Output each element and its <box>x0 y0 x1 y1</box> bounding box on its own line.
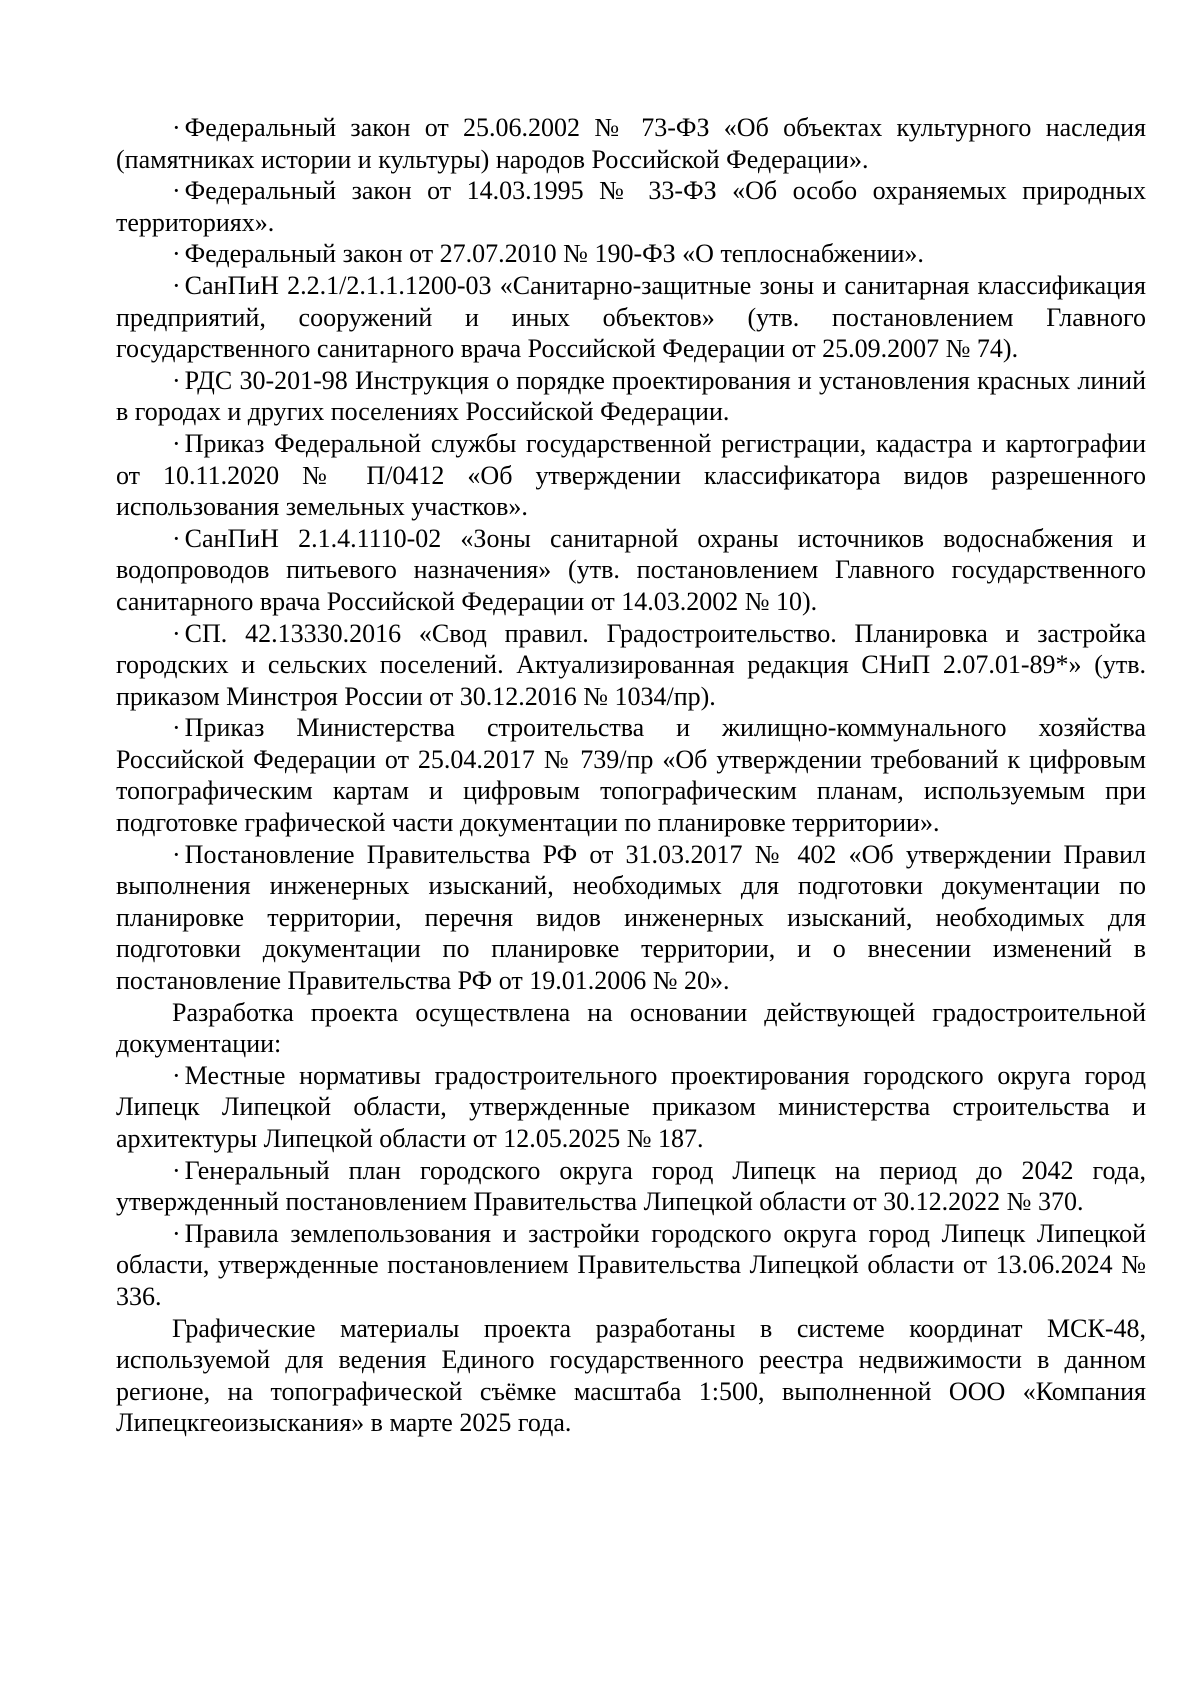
regulation-item <box>116 428 1146 523</box>
regulation-item <box>116 1060 1146 1155</box>
paragraph-text: Федеральный закон от 27.07.2010 № 190-ФЗ «О теплоснабжении». <box>184 239 924 269</box>
paragraph-text: РДС 30-201-98 Инструкция о порядке проектирования и установления красных линий в городах и других поселениях Российской Федерации. <box>116 365 1146 427</box>
regulation-item <box>116 839 1146 997</box>
paragraph-text: Федеральный закон от 25.06.2002 № 73-ФЗ «Об объектах культурного наследия (памятниках истории и культуры) народов Российской Федерации». <box>116 113 1146 174</box>
bullet-marker: · <box>172 1155 181 1185</box>
closing-paragraph <box>116 1313 1146 1439</box>
paragraph-text: Приказ Федеральной службы государственной регистрации, кадастра и картографии от 10.11.2020 № П/0412 «Об утверждении классификатора видов разрешенного использования земельных участков». <box>116 428 1146 522</box>
regulation-item <box>116 365 1146 428</box>
bullet-marker: · <box>172 176 181 206</box>
intro-paragraph <box>116 997 1146 1060</box>
bullet-marker: · <box>172 523 181 553</box>
regulation-item <box>116 1155 1146 1218</box>
bullet-marker: · <box>172 618 181 648</box>
bullet-marker: · <box>172 113 181 142</box>
paragraph-text: Генеральный план городского округа город Липецк на период до 2042 года, утвержденный постановлением Правительства Липецкой области от 30.12.2022 № 370. <box>116 1155 1146 1217</box>
bullet-marker: · <box>172 365 181 395</box>
regulation-item <box>116 523 1146 618</box>
paragraph-text: СанПиН 2.2.1/2.1.1.1200-03 «Санитарно-защитные зоны и санитарная классификация предприятий, сооружений и иных объектов» (утв. постановлением Главного государственного санитарного врача Российской Федерации от 25.09.2007 № 74). <box>116 270 1146 364</box>
bullet-marker: · <box>172 270 181 300</box>
bullet-marker: · <box>172 839 181 869</box>
paragraph-text: Постановление Правительства РФ от 31.03.2017 № 402 «Об утверждении Правил выполнения инженерных изысканий, необходимых для подготовки документации по планировке территории, перечня видов инженерных изысканий, необходимых для подготовки документации по планировке территории, и о внесении изменений в постановление Правительства РФ от 19.01.2006 № 20». <box>116 839 1146 996</box>
regulation-item <box>116 618 1146 713</box>
regulation-item <box>116 712 1146 838</box>
bullet-marker: · <box>172 428 181 458</box>
bullet-marker: · <box>172 713 181 743</box>
paragraph-text: Графические материалы проекта разработаны в системе координат МСК-48, используемой для ведения Единого государственного реестра недвижимости в данном регионе, на топографической съёмке масштаба 1:500, выполненной ООО «Компания Липецкгеоизыскания» в марте 2025 года. <box>116 1313 1146 1438</box>
paragraph-text: Правила землепользования и застройки городского округа город Липецк Липецкой области, утвержденные постановлением Правительства Липецкой области от 13.06.2024 № 336. <box>116 1218 1146 1311</box>
paragraph-text: СанПиН 2.1.4.1110-02 «Зоны санитарной охраны источников водоснабжения и водопроводов питьевого назначения» (утв. постановлением Главного государственного санитарного врача Российской Федерации от 14.03.2002 № 10). <box>116 523 1146 616</box>
regulation-item <box>116 270 1146 365</box>
paragraph-text: СП. 42.13330.2016 «Свод правил. Градостроительство. Планировка и застройка городских и сельских поселений. Актуализированная редакция СНиП 2.07.01-89*» (утв. приказом Минстроя России от 30.12.2016 № 1034/пр). <box>116 618 1146 711</box>
regulation-item <box>116 1218 1146 1313</box>
bullet-marker: · <box>172 1060 181 1090</box>
paragraph-text: Местные нормативы градостроительного проектирования городского округа город Липецк Липецкой области, утвержденные приказом министерства строительства и архитектуры Липецкой области от 12.05.2025 № 187. <box>116 1060 1146 1153</box>
paragraph-text: Разработка проекта осуществлена на основании действующей градостроительной документации: <box>116 997 1146 1059</box>
regulation-item <box>116 112 1146 175</box>
regulation-item <box>116 238 1146 270</box>
document-body <box>116 112 1146 1439</box>
paragraph-text: Федеральный закон от 14.03.1995 № 33-ФЗ «Об особо охраняемых природных территориях». <box>116 176 1146 237</box>
paragraph-text: Приказ Министерства строительства и жилищно-коммунального хозяйства Российской Федерации от 25.04.2017 № 739/пр «Об утверждении требований к цифровым топографическим картам и цифровым топографическим планам, используемым при подготовке графической части документации по планировке территории». <box>116 713 1146 838</box>
bullet-marker: · <box>172 239 181 269</box>
bullet-marker: · <box>172 1218 181 1248</box>
regulation-item <box>116 175 1146 238</box>
